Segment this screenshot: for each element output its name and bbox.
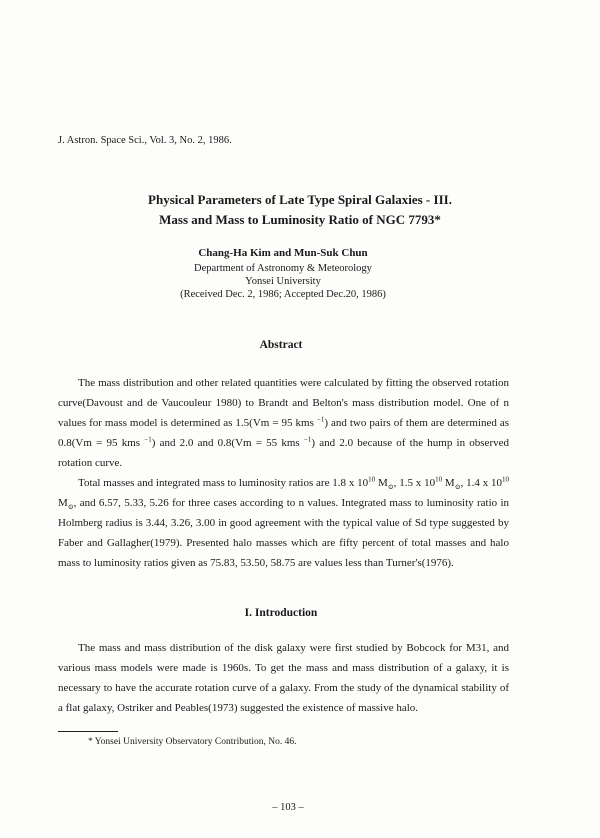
- exponent: 10: [502, 475, 510, 484]
- title-line-1: Physical Parameters of Late Type Spiral Galaxies - III.: [148, 192, 452, 207]
- introduction-heading: I. Introduction: [244, 607, 318, 619]
- author-names: Chang-Ha Kim and Mun-Suk Chun: [198, 247, 368, 259]
- abstract-p1-text-c: ) and 2.0 and 0.8(Vm = 55 kms: [151, 437, 304, 449]
- abstract-heading: Abstract: [259, 339, 303, 351]
- introduction-paragraph-1: The mass and mass distribution of the disk galaxy were first studied by Bobcock for M31, and various mass models were made is 1960s. To get the mass and mass distribution of a galaxy, it is necessary to have the accurate rotation curve of a galaxy. From the study of the dynamical stability of a flat galaxy, Ostriker and Peables(1973) suggested the existence of massive halo.: [58, 642, 509, 714]
- abstract-paragraph-2: [58, 473, 509, 573]
- author-block: [0, 247, 566, 301]
- introduction-body: [58, 638, 509, 718]
- abstract-p2-text-c: , 1.5 x 10: [393, 477, 436, 489]
- superscript: −1: [303, 435, 312, 444]
- abstract-p1-text-a: The mass distribution and other related quantities were calculated by fitting the observed rotation curve(Davoust and de Vaucouleur 1980) to Brandt and Belton's mass distribution model. One of n values for mass model is determined as 1.5(Vm = 95 kms: [58, 377, 509, 429]
- superscript: −1: [316, 415, 325, 424]
- received-dates: (Received Dec. 2, 1986; Accepted Dec.20, 1986): [180, 289, 386, 300]
- footnote: * Yonsei University Observatory Contribution, No. 46.: [88, 737, 297, 747]
- superscript: −1: [144, 435, 152, 444]
- title-line-2: Mass and Mass to Luminosity Ratio of NGC 7793*: [159, 212, 441, 227]
- abstract-p2-text-g: , and 6.57, 5.33, 5.26 for three cases according to n values. Integrated mass to luminosity ratio in Holmberg radius is 3.44, 3.26, 3.00 in good agreement with the typical value of Sd type suggested by Faber and Gallagher(1979). Presented halo masses which are fifty percent of total masses and halo mass to luminosity ratios given as 75.83, 53.50, 58.75 are values less than Turner's(1976).: [58, 497, 509, 569]
- abstract-paragraph-1: [58, 373, 509, 473]
- author-university: Yonsei University: [245, 276, 321, 287]
- solar-mass-symbol: M: [442, 477, 455, 489]
- journal-reference: J. Astron. Space Sci., Vol. 3, No. 2, 1986.: [58, 135, 232, 146]
- exponent: 10: [368, 475, 376, 484]
- page-number: – 103 –: [272, 802, 304, 813]
- sun-subscript: ⊙: [454, 483, 461, 492]
- abstract-body: [58, 373, 509, 573]
- sun-subscript: ⊙: [387, 483, 394, 492]
- solar-mass-symbol: M: [58, 497, 68, 509]
- sun-subscript: ⊙: [67, 503, 74, 512]
- abstract-p2-text-e: , 1.4 x 10: [460, 477, 503, 489]
- exponent: 10: [435, 475, 443, 484]
- abstract-p2-text-a: Total masses and integrated mass to luminosity ratios are 1.8 x 10: [78, 477, 369, 489]
- footnote-divider: [58, 731, 118, 732]
- author-department: Department of Astronomy & Meteorology: [194, 263, 372, 274]
- abstract-p1-text-b: ) and two pairs of them are determined as 0.8(Vm = 95 kms: [58, 417, 509, 449]
- solar-mass-symbol: M: [375, 477, 388, 489]
- paper-title: [0, 190, 600, 230]
- abstract-p1-text-d: ) and 2.0 because of the hump in observed rotation curve.: [58, 437, 509, 469]
